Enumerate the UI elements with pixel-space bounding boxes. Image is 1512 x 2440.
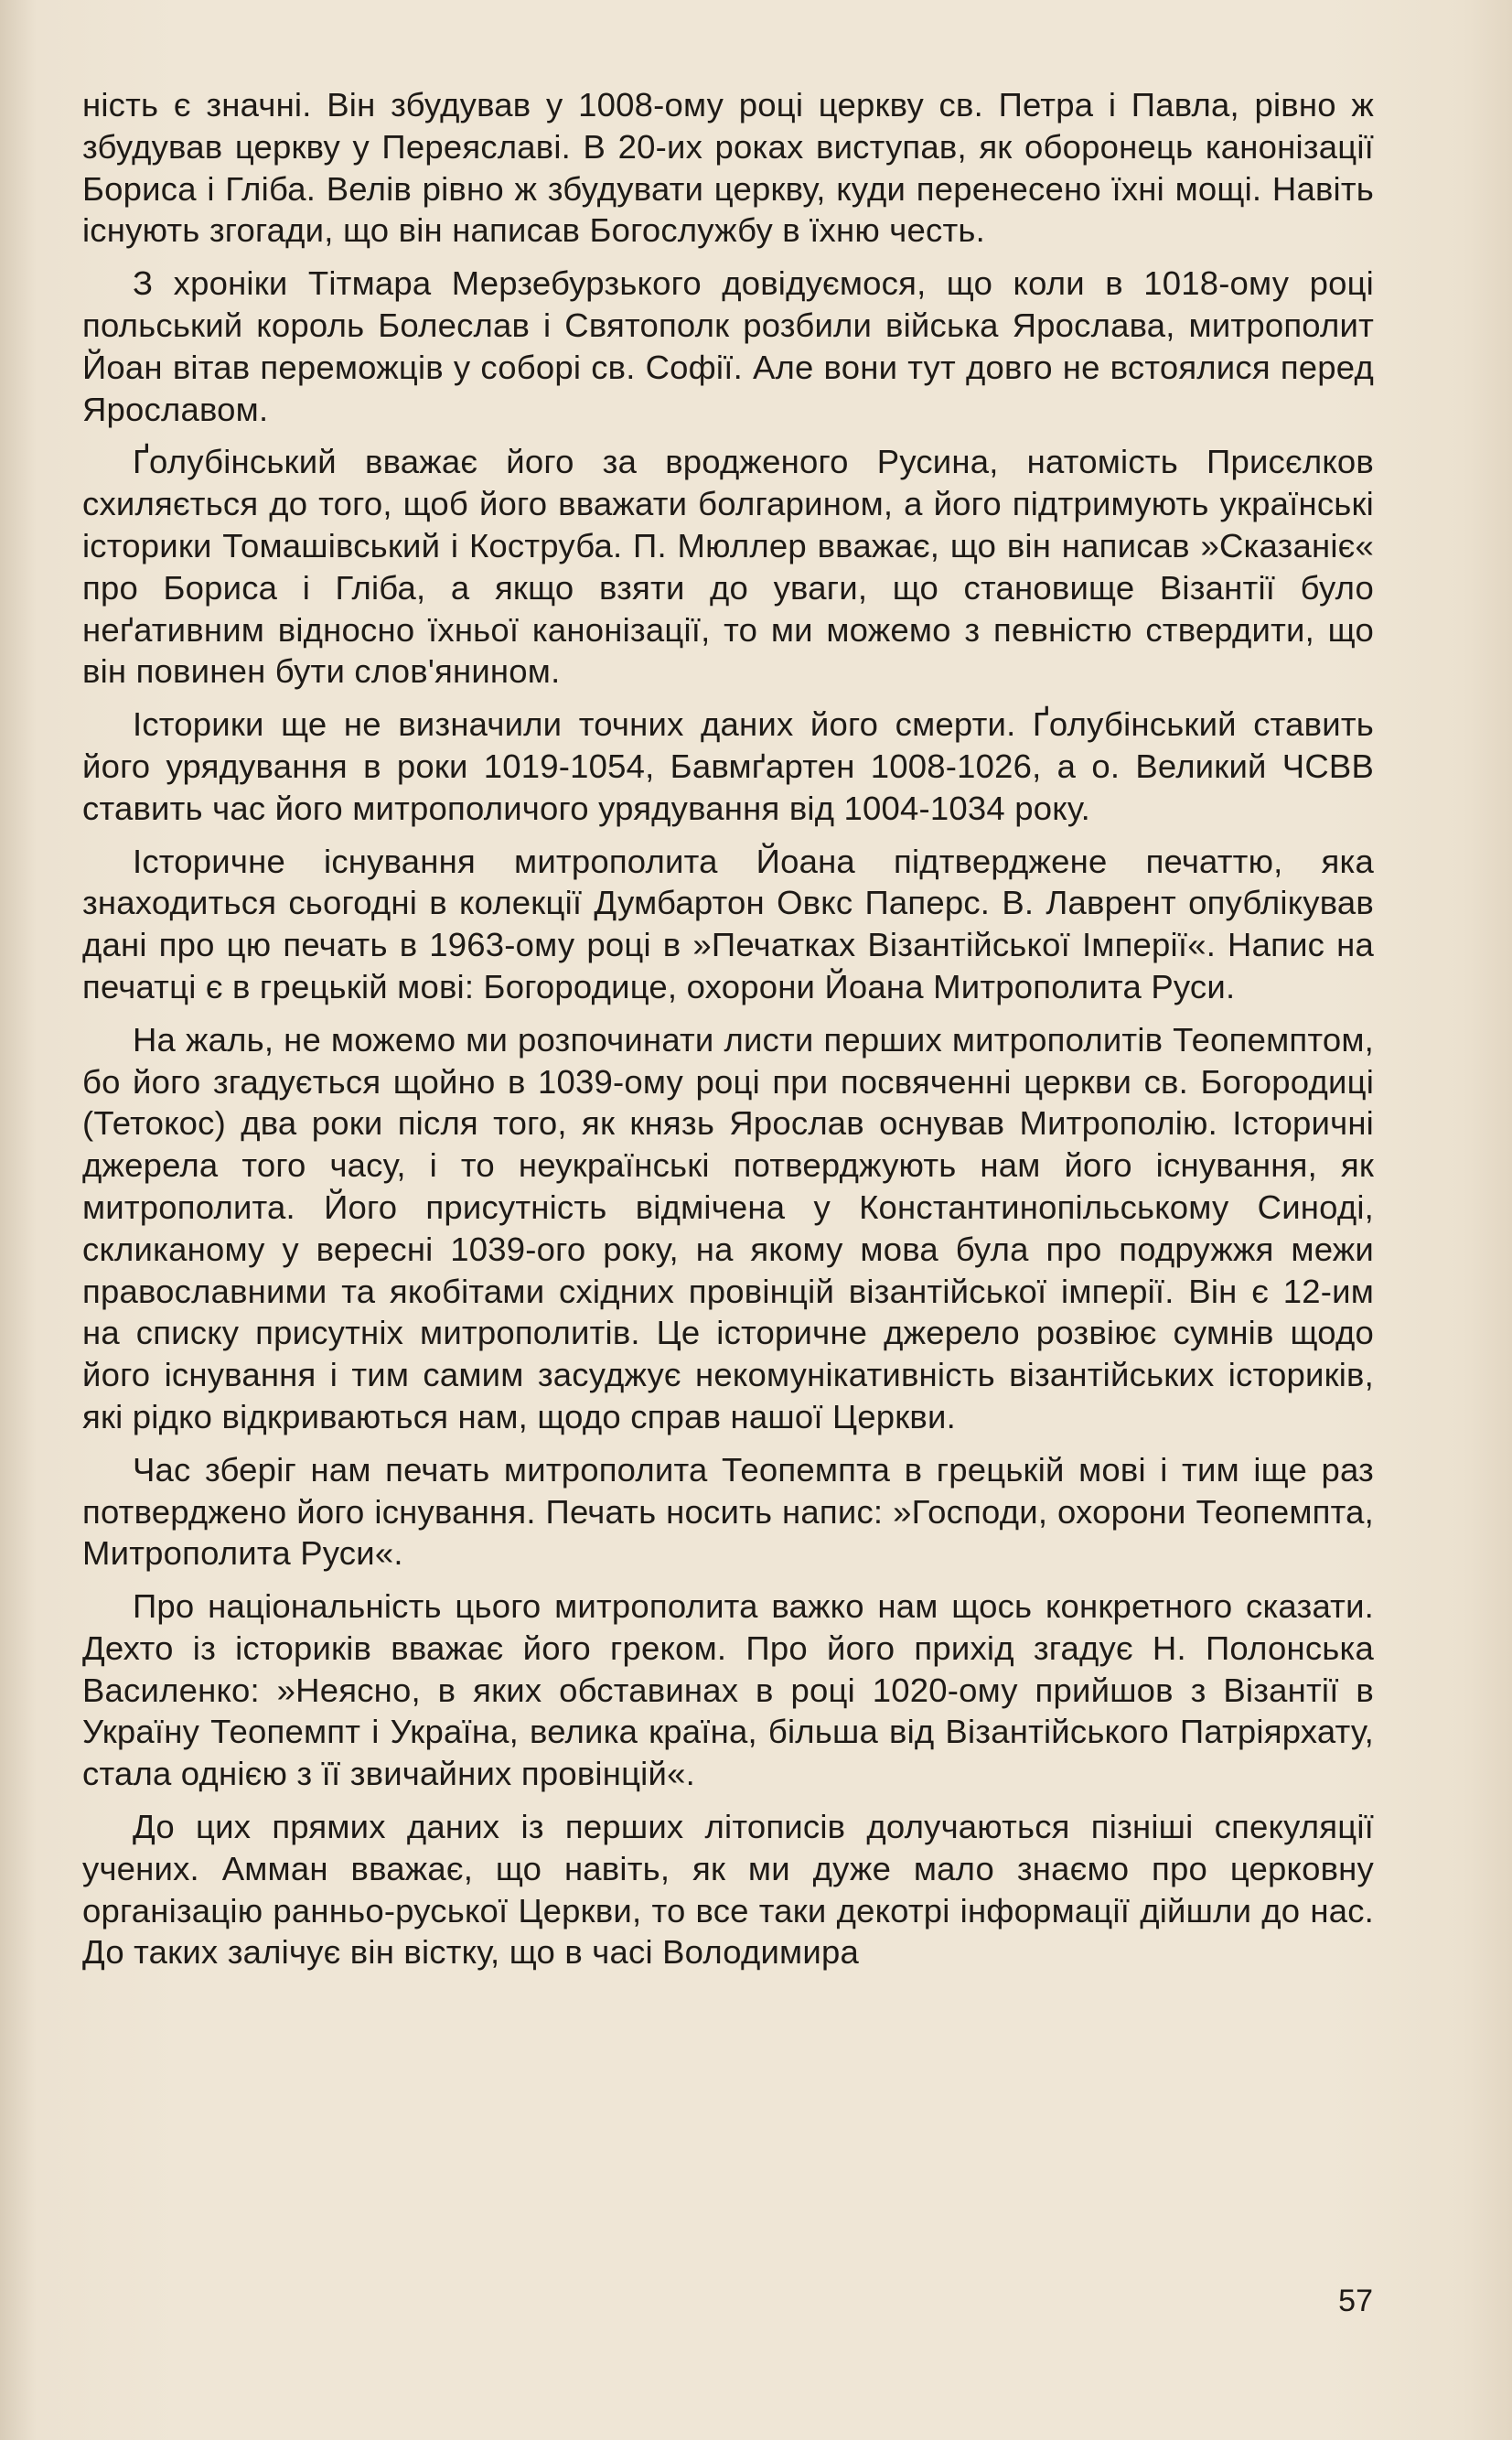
page-number: 57 — [1338, 2284, 1373, 2318]
paragraph-2: З хроніки Тітмара Мерзебурзького довідуємося, що коли в 1018-ому році польський король Болеслав і Святополк розбили війська Ярослава, митрополит Йоан вітав переможців у соборі св. Софії. Але вони тут довго не встоялися перед Ярославом. — [82, 264, 1374, 428]
paragraph-4: Історики ще не визначили точних даних його смерти. Ґолубінський ставить його урядування в роки 1019-1054, Бавмґартен 1008-1026, а о. Великий ЧСВВ ставить час його митрополичого урядування від 1004-1034 року. — [82, 705, 1374, 827]
paragraph-5: Історичне існування митрополита Йоана підтверджене печаттю, яка знаходиться сьогодні в колекції Думбартон Овкс Паперс. В. Лаврент опублікував дані про цю печать в 1963-ому році в »Печатках Візантійської Імперії«. Напис на печатці є в грецькій мові: Богородице, охорони Йоана Митрополита Руси. — [82, 842, 1374, 1005]
paragraph-7: Час зберіг нам печать митрополита Теопемпта в грецькій мові і тим іще раз потверджено його існування. Печать носить напис: »Господи, охорони Теопемпта, Митрополита Руси«. — [82, 1450, 1374, 1573]
paragraph-6: На жаль, не можемо ми розпочинати листи перших митрополитів Теопемптом, бо його згадується щойно в 1039-ому році при посвяченні церкви св. Богородиці (Тетокос) два роки після того, як князь Ярослав оснував Митрополію. Історичні джерела того часу, і то неукраїнські потверджують нам його існування, як митрополита. Його присутність відмічена у Константинопільському Синоді, скликаному у вересні 1039-ого року, на якому мова була про подружжя межи православними та якобітами східних провінцій візантійської імперії. Він є 12-им на списку присутніх митрополитів. Це історичне джерело розвіює сумнів щодо його існування і тим самим засуджує некомунікативність візантійських істориків, які рідко відкриваються нам, щодо справ нашої Церкви. — [82, 1020, 1374, 1435]
paragraph-8: Про національність цього митрополита важко нам щось конкретного сказати. Дехто із істориків вважає його греком. Про його прихід згадує Н. Полонська Василенко: »Неясно, в яких обставинах в році 1020-ому прийшов з Візантії в Україну Теопемпт і Україна, велика країна, більша від Візантійського Патріярхату, стала однією з її звичайних провінцій«. — [82, 1587, 1374, 1793]
paragraph-1: ність є значні. Він збудував у 1008-ому році церкву св. Петра і Павла, рівно ж збудував церкву у Переяславі. В 20-их роках виступав, як оборонець канонізації Бориса і Гліба. Велів рівно ж збудувати церкву, куди перенесено їхні мощі. Навіть існують згогади, що він написав Богослужбу в їхню честь. — [82, 86, 1374, 250]
paragraph-9: До цих прямих даних із перших літописів долучаються пізніші спекуляції учених. Амман вважає, що навіть, як ми дуже мало знаємо про церковну організацію ранньо-руської Церкви, то все таки декотрі інформації дійшли до нас. До таких залічує він вістку, що в часі Володимира — [82, 1808, 1374, 1972]
body-text — [82, 84, 1374, 1984]
paragraph-3: Ґолубінський вважає його за вродженого Русина, натомість Присєлков схиляється до того, щоб його вважати болгарином, а його підтримують українські історики Томашівський і Коструба. П. Мюллер вважає, що він написав »Сказаніє« про Бориса і Гліба, а якщо взяти до уваги, що становище Візантії було неґативним відносно їхньої канонізації, то ми можемо з певністю ствердити, що він повинен бути слов'янином. — [82, 443, 1374, 691]
